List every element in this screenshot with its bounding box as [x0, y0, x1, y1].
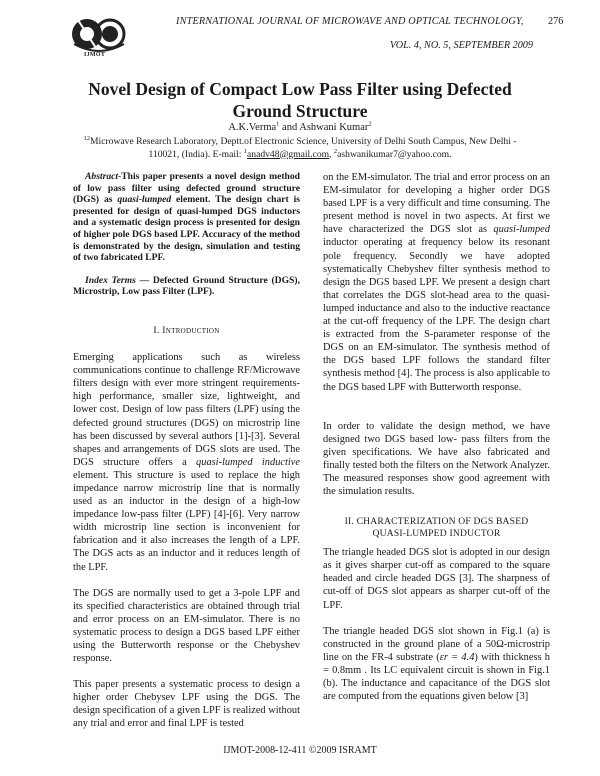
intro-p1-italic: quasi-lumped inductive: [196, 456, 301, 468]
right-p4-b: ) with thickness h = 0.8mm . Its LC equivalent circuit is shown in Fig.1 (b). The inductance and capacitance of the DGS slot are computed from the equations given below [3]: [323, 651, 551, 703]
author-conjunction: and: [279, 122, 300, 133]
author-2: Ashwani Kumar: [299, 122, 369, 133]
section-heading-introduction: [73, 324, 300, 337]
affiliation-text: Microwave Research Laboratory, Deptt.of Electronic Science, University of Delhi South Campus, New Delhi - 110021, (India). E-mail:: [90, 136, 517, 160]
section-heading-2: [323, 516, 550, 540]
abstract-text-b: element. The design chart is presented for design of quasi-lumped DGS inductors and a systematic design process is presented for design of higher pole DGS based LPF. Accuracy of the method is demonstrated by the design, simulation and testing of two fabricated LPF.: [73, 194, 300, 264]
right-p4-a: The triangle headed DGS slot shown in Fig.1 (a) is constructed in the ground plane of a 50Ω-microstrip line on the FR-4 substrate (: [323, 625, 550, 663]
section-2-line-1: II. CHARACTERIZATION OF DGS BASED: [344, 516, 529, 528]
right-paragraph-3: The triangle headed DGS slot is adopted in our design as it gives sharper cut-off as compared to the square headed and circle headed DGS [3]. The sharpness of cut-off of DGS slot appears as sharper cut-off of the LPF.: [323, 547, 550, 611]
section-2-line-2: QUASI-LUMPED INDUCTOR: [372, 528, 501, 540]
abstract: [73, 171, 300, 264]
journal-volume: VOL. 4, NO. 5, SEPTEMBER 2009: [389, 40, 533, 51]
page-number: 276: [548, 16, 564, 27]
intro-paragraph-3: This paper presents a systematic process to design a higher order Chebysev LPF using the DGS. The design specification of a given LPF is realized without any trial and error and final LPF is tested: [73, 679, 300, 730]
right-p1-italic: quasi-lumped: [493, 224, 550, 236]
abstract-italic: quasi-lumped: [117, 194, 172, 206]
logo-caption: IJMOT: [84, 52, 106, 58]
right-column: [323, 171, 550, 703]
page-footer: IJMOT-2008-12-411 ©2009 ISRAMT: [223, 745, 377, 756]
intro-paragraph-1: [73, 351, 300, 574]
journal-name: INTERNATIONAL JOURNAL OF MICROWAVE AND OPTICAL TECHNOLOGY,: [176, 16, 524, 27]
left-column: [73, 171, 300, 731]
affiliation: [70, 136, 530, 161]
intro-p1-a: Emerging applications such as wireless communications continue to challenge RF/Microwave filters design with ever more stringent requirements-high performance, smaller size, lightweight, and lower cost. Design of low pass filters (LPF) using the defected ground structures (DGS) on microstrip line has been discussed by several authors [1]-[3]. Several shapes and arrangements of DGS slots are used. The DGS structure offers a: [73, 352, 300, 468]
index-terms: [73, 275, 300, 298]
right-p1-b: inductor operating at frequency below its resonant pole frequency. Secondly we have adopted systematically Chebyshev filter synthesis method to design the DGS based LPF. We present a design chart that correlates the DGS slot-head area to the quasi-lumped inductance and also to the inductive reactance at the cut-off frequency of the LPF. The design chart is extracted from the S-parameter response of the DGS on an EM-simulator. The synthesis method of the DGS based LPF follows the standard filter synthesis method [4]. The process is also applicable to the DGS based LPF with Butterworth response.: [323, 237, 550, 393]
intro-p1-b: element. This structure is used to replace the high impedance narrow microstrip line that is normally used as an inductor in the design of a high-low impedance low-pass filter (LPF) [4]-[6]. Very narrow width microstrip line section is inconvenient for fabrication and it also increases the length of a LPF. The DGS acts as an inductor and it reduces length of the LPF.: [73, 469, 300, 573]
right-paragraph-2: In order to validate the design method, we have designed two DGS based low- pass filters from the given specifications. We have also fabricated and finally tested both the filters on the Network Analyzer. The measured responses show good agreement with the simulation results.: [323, 420, 550, 498]
paper-title: Novel Design of Compact Low Pass Filter using Defected Ground Structure: [88, 79, 512, 121]
email-2-sup: 2: [333, 147, 338, 155]
section-1-title: Introduction: [162, 324, 220, 336]
author-line: [70, 122, 530, 133]
permittivity: εr = 4.4: [439, 651, 475, 663]
email-1-sup: 1: [243, 147, 248, 155]
index-terms-label: Index Terms: [85, 274, 136, 286]
abstract-label: Abstract-: [85, 171, 122, 182]
right-paragraph-1: [323, 171, 550, 394]
author-1: A.K.Verma: [228, 122, 277, 133]
abstract-text-a: This paper presents a novel design method of low pass filter using defected ground structure (DGS) as: [73, 171, 300, 206]
intro-paragraph-2: The DGS are normally used to get a 3-pole LPF and its specified characteristics are obtained through trial and error process on an EM-simulator. There is no systematic process to design a DGS based LPF either using the Butterworth response or the Chebyshev response.: [73, 587, 300, 665]
author-2-sup: 2: [368, 120, 372, 128]
affiliation-sup: 12: [83, 134, 91, 142]
email-link-1[interactable]: anadv48@gmail.com: [247, 148, 330, 160]
right-p1-a: on the EM-simulator. The trial and error process on an EM-simulator for developing a higher order DGS based LPF is a very difficult and time consuming. The present method is novel in two aspects. At first we have characterized the DGS slot as: [323, 172, 550, 236]
index-terms-text: — Defected Ground Structure (DGS), Microstrip, Low pass Filter (LPF).: [73, 274, 300, 298]
author-1-sup: 1: [276, 120, 280, 128]
email-separator: ,: [329, 148, 334, 160]
right-paragraph-4: [323, 625, 550, 704]
section-1-numeral: I.: [153, 324, 163, 336]
email-2: ashwanikumar7@yahoo.com.: [337, 148, 452, 160]
